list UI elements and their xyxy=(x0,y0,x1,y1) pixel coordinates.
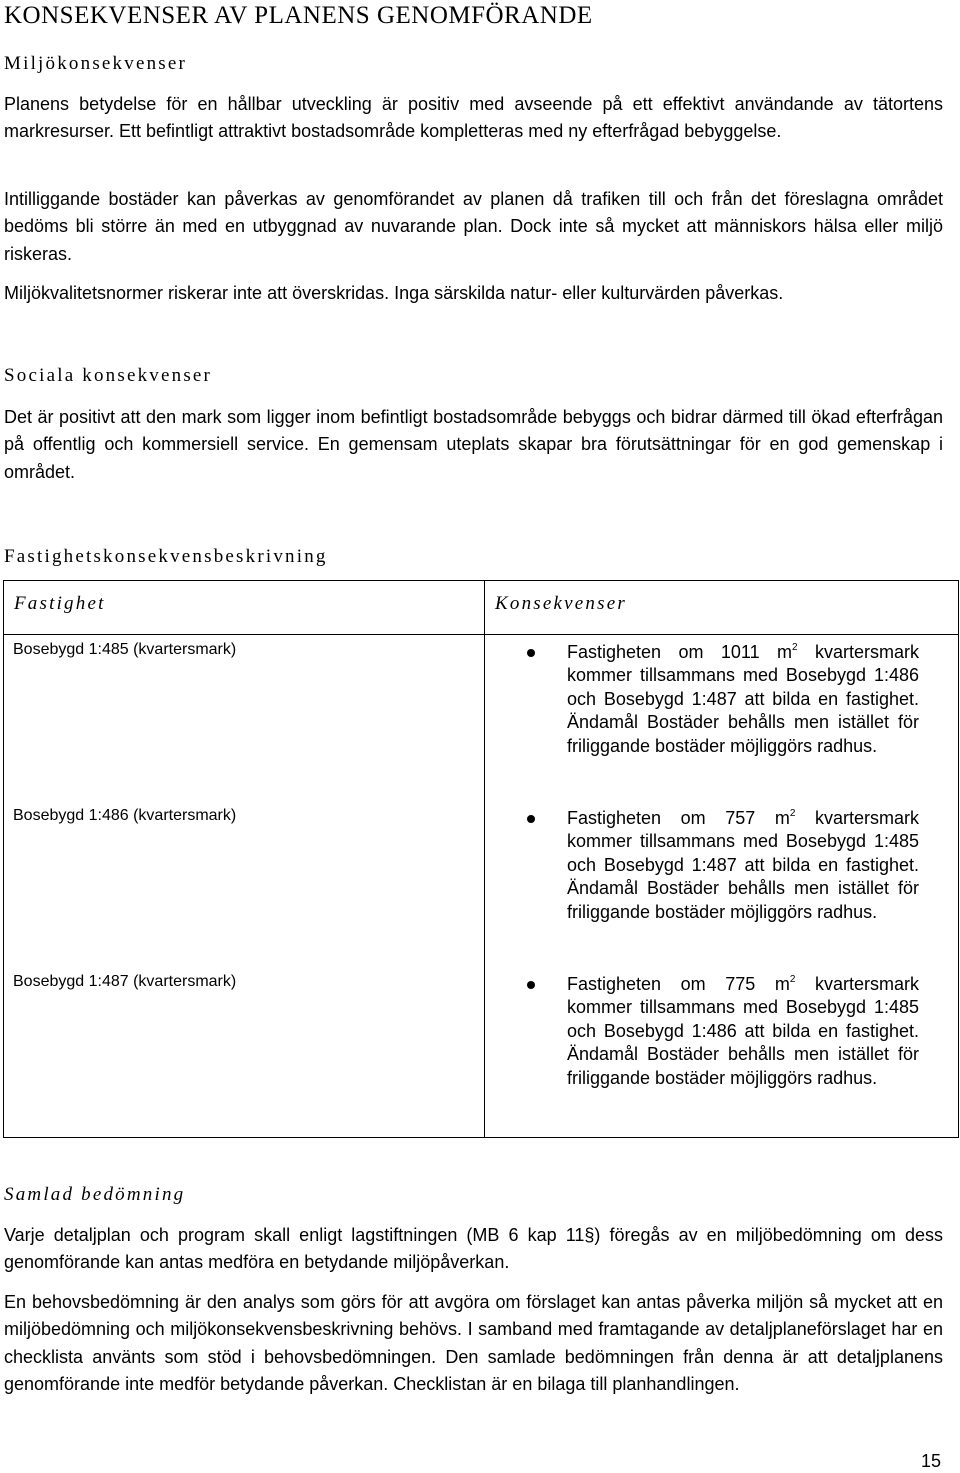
property-name: Bosebygd 1:487 (kvartersmark) xyxy=(13,973,237,990)
paragraph-behovsbedomning: En behovsbedömning är den analys som görs för att avgöra om förslaget kan antas påverka miljön så mycket att en miljöbedömning och miljökonsekvensbeskrivning behövs. I samband med framtagande av detaljplaneförslaget har en checklista använts som stöd i behovsbedömningen. Den samlade bedömningen från denna är att detaljplanens genomförande inte medför betydande påverkan. Checklistan är en bilaga till planhandlingen. xyxy=(4,1292,943,1394)
table-header-row xyxy=(4,581,959,635)
paragraph-sociala: Det är positivt att den mark som ligger inom befintligt bostadsområde bebyggs och bidrar därmed till ökad efterfrågan på offentlig och kommersiell service. En gemensam uteplats skapar bra förutsättningar för en god gemenskap i området. xyxy=(4,407,943,482)
bullet-icon xyxy=(527,815,535,823)
bullet-icon xyxy=(527,649,535,657)
heading-samlad-bedomning: Samlad bedömning xyxy=(4,1184,186,1205)
property-name: Bosebygd 1:485 (kvartersmark) xyxy=(13,641,237,658)
heading-miljokonsekvenser: Miljökonsekvenser xyxy=(4,53,188,74)
table-body-property-cell xyxy=(4,635,485,1138)
consequence-text: Fastigheten om 775 $m^2$ kvartersmark kommer tillsammans med Bosebygd 1:485 och Bosebygd 1:486 att bilda en fastighet. Ändamål Bostäder behålls men istället för friliggande bostäder möjliggörs radhus. xyxy=(567,974,919,1088)
paragraph-detaljplan-miljobedomning: Varje detaljplan och program skall enligt lagstiftningen (MB 6 kap 11§) föregås av en miljöbedömning om dess genomförande kan antas medföra en betydande miljöpåverkan. xyxy=(4,1225,943,1273)
paragraph-miljokvalitetsnormer: Miljökvalitetsnormer riskerar inte att överskridas. Inga särskilda natur- eller kulturvärden påverkas. xyxy=(4,283,784,303)
heading-sociala-konsekvenser: Sociala konsekvenser xyxy=(4,365,213,386)
page-number: 15 xyxy=(921,1451,942,1471)
consequence-text: Fastigheten om 757 $m^2$ kvartersmark kommer tillsammans med Bosebygd 1:485 och Bosebygd 1:487 att bilda en fastighet. Ändamål Bostäder behålls men istället för friliggande bostäder möjliggörs radhus. xyxy=(567,808,919,922)
page-title: KONSEKVENSER AV PLANENS GENOMFÖRANDE xyxy=(4,2,593,29)
heading-fastighetskonsekvensbeskrivning: Fastighetskonsekvensbeskrivning xyxy=(4,546,328,567)
consequence-text: Fastigheten om 1011 $m^2$ kvartersmark kommer tillsammans med Bosebygd 1:486 och Bosebygd 1:487 att bilda en fastighet. Ändamål Bostäder behålls men istället för friliggande bostäder möjliggörs radhus. xyxy=(567,642,919,756)
paragraph-hallbar-utveckling: Planens betydelse för en hållbar utveckling är positiv med avseende på ett effektivt användande av tätortens markresurser. Ett befintligt attraktivt bostadsområde kompletteras med ny efterfrågad bebyggelse. xyxy=(4,94,943,142)
paragraph-intilliggande-bostader: Intilliggande bostäder kan påverkas av genomförandet av planen då trafiken till och från det föreslagna området bedöms bli större än med en utbyggnad av nuvarande plan. Dock inte så mycket att människors hälsa eller miljö riskeras. xyxy=(4,189,943,264)
table-header-consequences: Konsekvenser xyxy=(485,581,959,635)
bullet-icon xyxy=(527,981,535,989)
table-header-property: Fastighet xyxy=(4,581,485,635)
property-name: Bosebygd 1:486 (kvartersmark) xyxy=(13,807,237,824)
